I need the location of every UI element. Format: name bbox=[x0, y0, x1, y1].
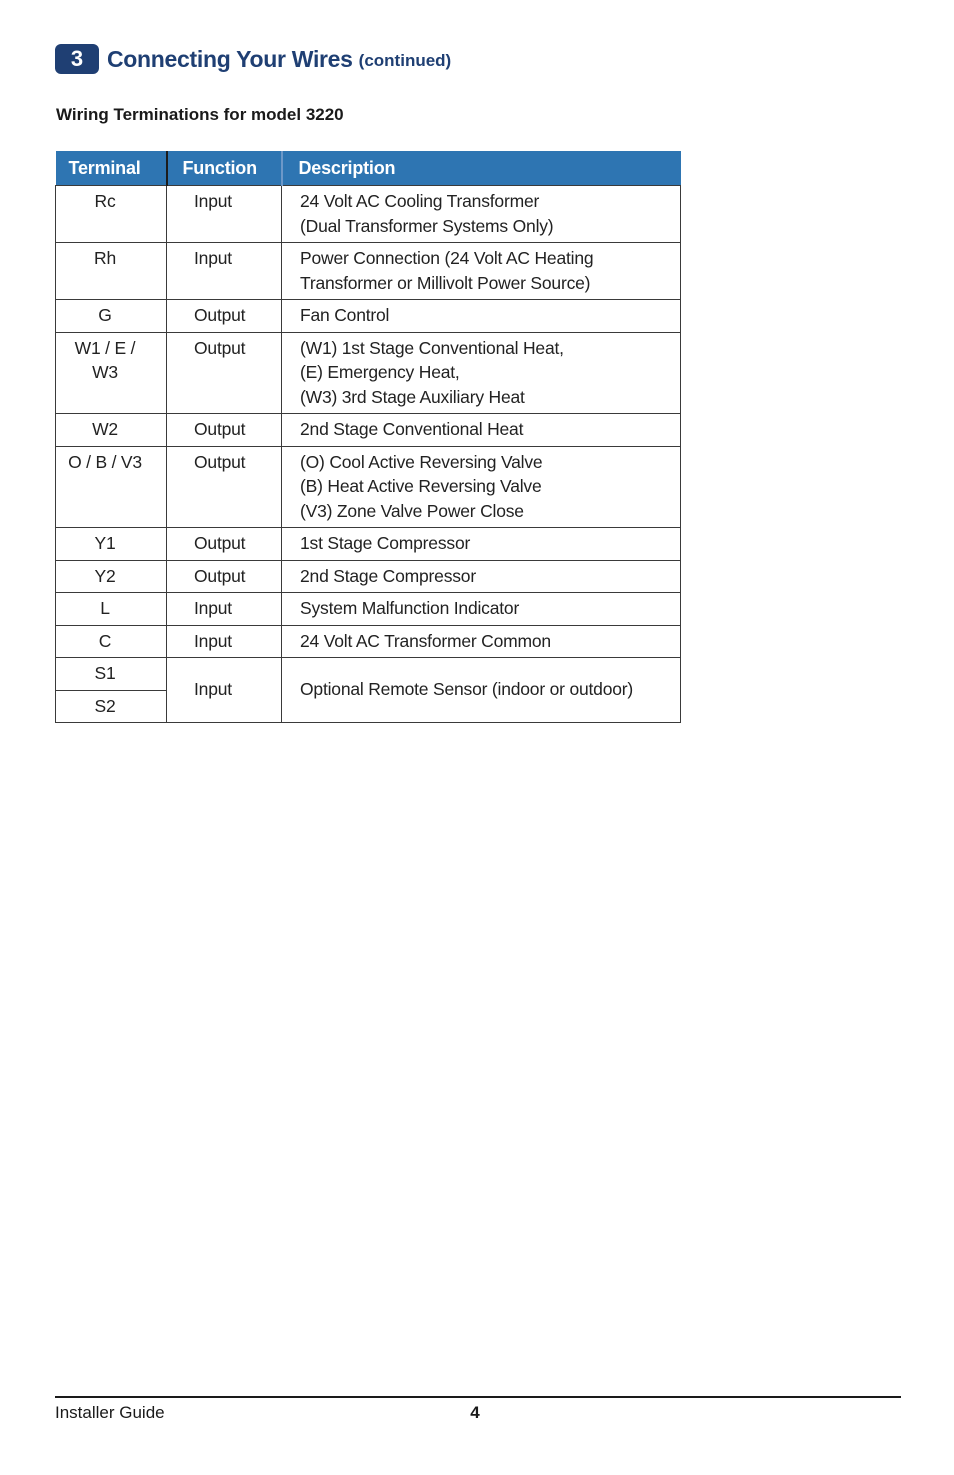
terminal-cell: W2 bbox=[56, 414, 167, 447]
function-cell: Output bbox=[167, 300, 282, 333]
function-cell: Input bbox=[167, 593, 282, 626]
description-cell bbox=[282, 446, 681, 528]
terminal-cell: S1 bbox=[56, 658, 167, 691]
terminal-cell: Rh bbox=[56, 243, 167, 300]
description-line: 24 Volt AC Cooling Transformer bbox=[300, 191, 540, 211]
description-cell bbox=[282, 243, 681, 300]
table-row bbox=[56, 300, 681, 333]
section-header bbox=[55, 44, 451, 74]
table-header-row bbox=[56, 151, 681, 186]
description-line: (V3) Zone Valve Power Close bbox=[300, 500, 524, 521]
column-header-description: Description bbox=[282, 151, 681, 186]
description-line: System Malfunction Indicator bbox=[300, 598, 520, 618]
footer-page-number: 4 bbox=[470, 1403, 480, 1422]
description-line: (Dual Transformer Systems Only) bbox=[300, 215, 554, 236]
terminal-cell: Y1 bbox=[56, 528, 167, 561]
function-cell: Input bbox=[167, 625, 282, 658]
description-cell bbox=[282, 528, 681, 561]
terminal-cell: W1 / E / W3 bbox=[56, 332, 167, 414]
description-cell: Optional Remote Sensor (indoor or outdoor) bbox=[282, 658, 681, 723]
description-cell bbox=[282, 414, 681, 447]
description-line: 2nd Stage Compressor bbox=[300, 565, 476, 586]
table-caption: Wiring Terminations for model 3220 bbox=[56, 105, 344, 124]
table-row bbox=[56, 243, 681, 300]
table-row bbox=[56, 186, 681, 243]
section-subtitle: (continued) bbox=[358, 51, 452, 70]
description-line: 2nd Stage Conventional Heat bbox=[300, 419, 524, 439]
function-cell: Input bbox=[167, 658, 282, 723]
terminal-cell: C bbox=[56, 625, 167, 658]
description-line: (O) Cool Active Reversing Valve bbox=[300, 451, 543, 472]
terminal-cell: S2 bbox=[56, 690, 167, 723]
table-row bbox=[56, 446, 681, 528]
description-line: Power Connection (24 Volt AC Heating bbox=[300, 248, 594, 268]
step-number-badge: 3 bbox=[55, 44, 99, 74]
wiring-terminations-table bbox=[55, 151, 681, 723]
section-title: Connecting Your Wires bbox=[107, 45, 353, 72]
column-header-terminal: Terminal bbox=[56, 151, 167, 186]
description-cell bbox=[282, 593, 681, 626]
description-line: (B) Heat Active Reversing Valve bbox=[300, 476, 542, 496]
description-line: Transformer or Millivolt Power Source) bbox=[300, 272, 591, 293]
function-cell: Output bbox=[167, 414, 282, 447]
description-cell bbox=[282, 186, 681, 243]
description-line: Fan Control bbox=[300, 305, 390, 325]
footer-document-title: Installer Guide bbox=[55, 1403, 165, 1422]
table-row bbox=[56, 528, 681, 561]
description-line: (E) Emergency Heat, bbox=[300, 362, 460, 382]
column-header-function: Function bbox=[167, 151, 282, 186]
terminal-cell: O / B / V3 bbox=[56, 446, 167, 528]
description-cell bbox=[282, 332, 681, 414]
description-cell bbox=[282, 300, 681, 333]
sensor-row-s1 bbox=[56, 658, 681, 691]
function-cell: Output bbox=[167, 528, 282, 561]
terminal-cell: L bbox=[56, 593, 167, 626]
description-line: 1st Stage Compressor bbox=[300, 533, 471, 553]
function-cell: Output bbox=[167, 446, 282, 528]
function-cell: Output bbox=[167, 560, 282, 593]
description-line: (W3) 3rd Stage Auxiliary Heat bbox=[300, 386, 525, 407]
description-line: 24 Volt AC Transformer Common bbox=[300, 630, 551, 651]
description-line: (W1) 1st Stage Conventional Heat, bbox=[300, 337, 564, 358]
description-cell bbox=[282, 560, 681, 593]
function-cell: Input bbox=[167, 243, 282, 300]
terminal-cell: Rc bbox=[56, 186, 167, 243]
function-cell: Output bbox=[167, 332, 282, 414]
description-cell bbox=[282, 625, 681, 658]
table-row bbox=[56, 332, 681, 414]
terminal-cell: G bbox=[56, 300, 167, 333]
table-body bbox=[56, 186, 681, 723]
terminal-cell: Y2 bbox=[56, 560, 167, 593]
function-cell: Input bbox=[167, 186, 282, 243]
table-row bbox=[56, 625, 681, 658]
table-row bbox=[56, 560, 681, 593]
footer-divider bbox=[55, 1396, 901, 1398]
table-row bbox=[56, 593, 681, 626]
table-row bbox=[56, 414, 681, 447]
